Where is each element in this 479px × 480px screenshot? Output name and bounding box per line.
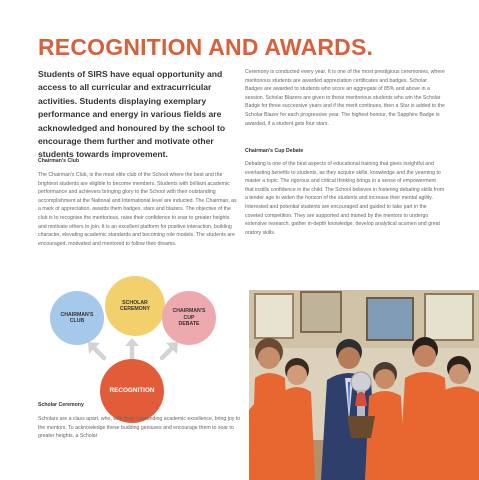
- chairmans-club-heading: Chairman's Club: [38, 158, 80, 164]
- chairmans-club-circle: CHAIRMAN'S CLUB: [50, 291, 104, 345]
- intro-lead-text: Students of SIRS have equal opportunity and access to all curricular and extracurricular activities. Students displaying exemplary performance and energy in various fields are acknowledged and honoured by the school to encourage them further and motivate other students towards improvement.: [38, 69, 226, 160]
- recognition-circle: RECOGNITION: [100, 359, 164, 423]
- arrow-left-icon: [86, 340, 108, 362]
- scholar-ceremony-circle: SCHOLAR CEREMONY: [105, 276, 165, 336]
- page-title: RECOGNITION AND AWARDS.: [38, 34, 374, 60]
- arrow-right-icon: [158, 340, 180, 362]
- chairmans-club-text: The Chairman's Club, is the most elite club of the School where the best and the brightest students are eligible to become members. Students with brilliant academic performance and achievers bringing glory to the School with their outstanding accomplishment at the National and International level are inducted. The Chairman, as a mark of appreciation, awards them badges, stars and blazers. The objective of the club is to recognise the meritorious, raise their confidence to soar to greater heights and motivate others to join. It is an excellent platform for positive interaction, building character, elevating academic standards and becoming role models. The students are encouraged, motivated and mentored to follow their dreams.: [38, 172, 237, 247]
- scholar-ceremony-continued-text: Ceremony is conducted every year. It is one of the most prestigious ceremonies, where meritorious students are awarded appreciation certificates and badges. Scholar Badges are awarded to students who score an aggregate of 85% and above in a session. Scholar Blazers are given to those meritorious students who win the Scholar Badge for three successive years and if the merit continues, then a Star is added to the Scholar Blazer for each progressive year. The highest honour, the Sapphire Badge is awarded, if a student gets four stars.: [245, 69, 445, 127]
- arrow-up-icon: [124, 337, 140, 359]
- chairmans-cup-debate-circle: CHAIRMAN'S CUP DEBATE: [162, 291, 216, 345]
- scholar-ceremony-text: Scholars are a class apart, who, with their outstanding academic excellence, bring joy to the mentors. To acknowledge these budding geniuses and encourage them to soar to greater heights, a Scholar: [38, 416, 241, 440]
- cup-debate-text: Debating is one of the best aspects of educational training that gives insightful and everlasting benefits to students, as they acquire skills, knowledge and the yearning to master a topic. The rigorous and critical thinking brings in a sense of empowerment that instills confidence in the child. The School believes in fostering debating skills from a tender age to widen the horizon of the students and increase their mental agility. Interested and potential students are encouraged and guided to take part in the coveted competition. They are supported and trained by the mentors to undergo extensive research, gather in-depth knowledge, develop analytical acumen and great oratory skills.: [245, 161, 445, 236]
- award-group-photo: [249, 290, 479, 480]
- scholar-ceremony-heading: Scholar Ceremony: [38, 402, 84, 408]
- cup-debate-heading: Chairman's Cup Debate: [245, 148, 304, 154]
- recognition-diagram: [38, 272, 228, 400]
- students-with-trophy-image: [249, 290, 479, 480]
